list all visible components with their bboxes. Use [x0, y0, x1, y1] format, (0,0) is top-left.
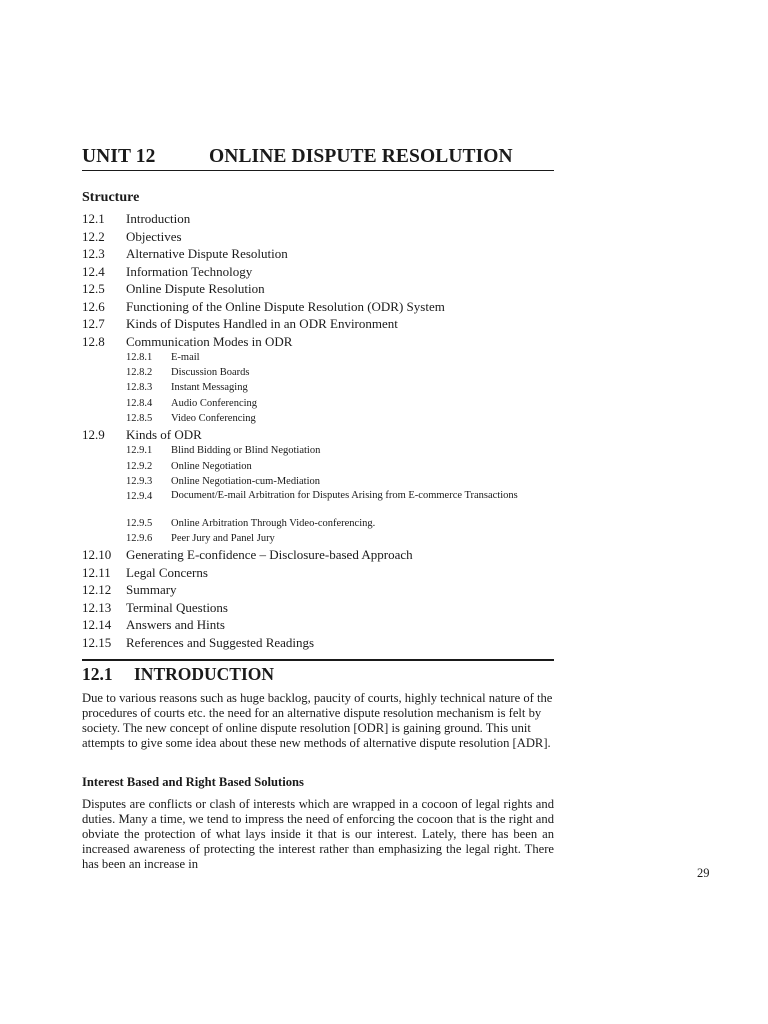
unit-number: UNIT 12	[82, 146, 156, 167]
toc-item-label: Legal Concerns	[126, 564, 208, 580]
toc-item	[82, 228, 554, 246]
toc-item-label: Generating E-confidence – Disclosure-based Approach	[126, 547, 413, 563]
toc-item-label: Summary	[126, 582, 177, 598]
toc-item	[82, 546, 554, 564]
toc-subitem	[82, 489, 554, 516]
toc-item	[82, 298, 554, 316]
toc-item-number: 12.12	[82, 582, 112, 598]
toc-item	[82, 333, 554, 351]
toc-item-number: 12.6	[82, 298, 105, 314]
toc-subitem	[82, 365, 554, 380]
intro-paragraph: Due to various reasons such as huge backlog, paucity of courts, highly technical nature of the procedures of courts etc. the need for an alternative dispute resolution mechanism is felt by society. The new concept of online dispute resolution [ODR] is gaining ground. This unit attempts to give some idea about these new methods of alternative dispute resolution [ADR].	[82, 691, 553, 750]
toc-item-number: 12.11	[82, 564, 111, 580]
toc-subitem-number: 12.9.4	[126, 491, 153, 502]
page-number: 29	[697, 866, 710, 880]
toc-subitem	[82, 516, 554, 531]
toc-item	[82, 263, 554, 281]
unit-title	[82, 146, 554, 171]
toc-subitem-number: 12.8.1	[126, 352, 153, 363]
toc-item	[82, 280, 554, 298]
toc-item-number: 12.9	[82, 426, 105, 442]
toc-subitem	[82, 474, 554, 489]
toc-item-number: 12.15	[82, 634, 112, 650]
section-heading-introduction	[82, 659, 554, 685]
toc-subitem-label: Online Arbitration Through Video-conferencing.	[171, 518, 376, 529]
toc-subitem-label: Document/E-mail Arbitration for Disputes Arising from E-commerce Transactions	[171, 490, 518, 501]
toc-subitem	[82, 531, 554, 546]
toc-item	[82, 616, 554, 634]
toc-item-label: Kinds of ODR	[126, 426, 202, 442]
toc-item	[82, 245, 554, 263]
toc-item-label: Answers and Hints	[126, 617, 225, 633]
toc-item-number: 12.1	[82, 211, 105, 226]
toc-item-label: Alternative Dispute Resolution	[126, 246, 288, 261]
toc-item	[82, 210, 554, 228]
toc-item-number: 12.8	[82, 333, 105, 349]
toc-subitem-label: Online Negotiation-cum-Mediation	[171, 475, 321, 487]
toc-subitem-label: Instant Messaging	[171, 382, 248, 394]
toc-subitem-label: Discussion Boards	[171, 367, 250, 379]
toc-item-number: 12.2	[82, 228, 105, 244]
toc-item-label: Terminal Questions	[126, 599, 228, 615]
toc-item-number: 12.10	[82, 547, 112, 563]
unit-title-text: ONLINE DISPUTE RESOLUTION	[209, 146, 513, 167]
toc-subitem-number: 12.9.6	[126, 533, 153, 545]
toc-item-number: 12.3	[82, 246, 105, 261]
toc-item	[82, 426, 554, 444]
toc-item	[82, 315, 554, 333]
toc-subitem-label: Blind Bidding or Blind Negotiation	[171, 445, 321, 457]
toc-item-label: Information Technology	[126, 263, 253, 279]
toc-item-label: Functioning of the Online Dispute Resolution (ODR) System	[126, 298, 445, 314]
toc-item-number: 12.4	[82, 263, 105, 279]
subsection-heading: Interest Based and Right Based Solutions	[82, 775, 304, 789]
toc-subitem-number: 12.9.1	[126, 445, 153, 457]
toc-subitem-number: 12.9.5	[126, 518, 153, 529]
toc-item-number: 12.13	[82, 599, 112, 615]
toc-item-number: 12.7	[82, 316, 105, 331]
section-title: INTRODUCTION	[134, 664, 275, 684]
toc-item-label: Introduction	[126, 211, 191, 226]
toc-item-number: 12.5	[82, 281, 105, 296]
structure-heading: Structure	[82, 190, 140, 205]
toc-item	[82, 634, 554, 652]
toc-subitem-number: 12.8.5	[126, 412, 153, 424]
toc-subitem	[82, 350, 554, 365]
toc-subitem	[82, 459, 554, 474]
toc-subitem-number: 12.9.2	[126, 460, 153, 472]
toc-item	[82, 599, 554, 617]
toc-subitem	[82, 443, 554, 458]
toc-subitem-label: Audio Conferencing	[171, 397, 258, 409]
toc-subitem-number: 12.8.3	[126, 382, 153, 394]
toc-item-label: Kinds of Disputes Handled in an ODR Environment	[126, 316, 398, 331]
toc-subitem-number: 12.8.4	[126, 397, 153, 409]
toc-item-number: 12.14	[82, 617, 112, 633]
toc-item-label: References and Suggested Readings	[126, 634, 315, 650]
section-number: 12.1	[82, 664, 113, 684]
toc-item	[82, 564, 554, 582]
toc-subitem-label: Online Negotiation	[171, 460, 252, 472]
toc-item-label: Online Dispute Resolution	[126, 281, 265, 296]
toc-subitem-number: 12.8.2	[126, 367, 153, 379]
body-paragraph: Disputes are conflicts or clash of interests which are wrapped in a cocoon of legal rights and duties. Many a time, we tend to impress the need of enforcing the cocoon that is the right and obviate the protection of what lays inside it that is our interest. Lately, there has been an increased awareness of protecting the interest rather than emphasizing the legal right. There has been an increase in	[82, 797, 554, 871]
toc-subitem	[82, 411, 554, 426]
toc-subitem-number: 12.9.3	[126, 475, 153, 487]
toc-subitem-label: Peer Jury and Panel Jury	[171, 533, 275, 545]
toc-subitem	[82, 380, 554, 395]
toc-item-label: Objectives	[126, 228, 182, 244]
toc-subitem-label: Video Conferencing	[171, 412, 256, 424]
toc-subitem	[82, 396, 554, 411]
table-of-contents	[82, 210, 554, 651]
toc-item-label: Communication Modes in ODR	[126, 333, 293, 349]
toc-item	[82, 581, 554, 599]
toc-subitem-label: E-mail	[171, 352, 200, 363]
